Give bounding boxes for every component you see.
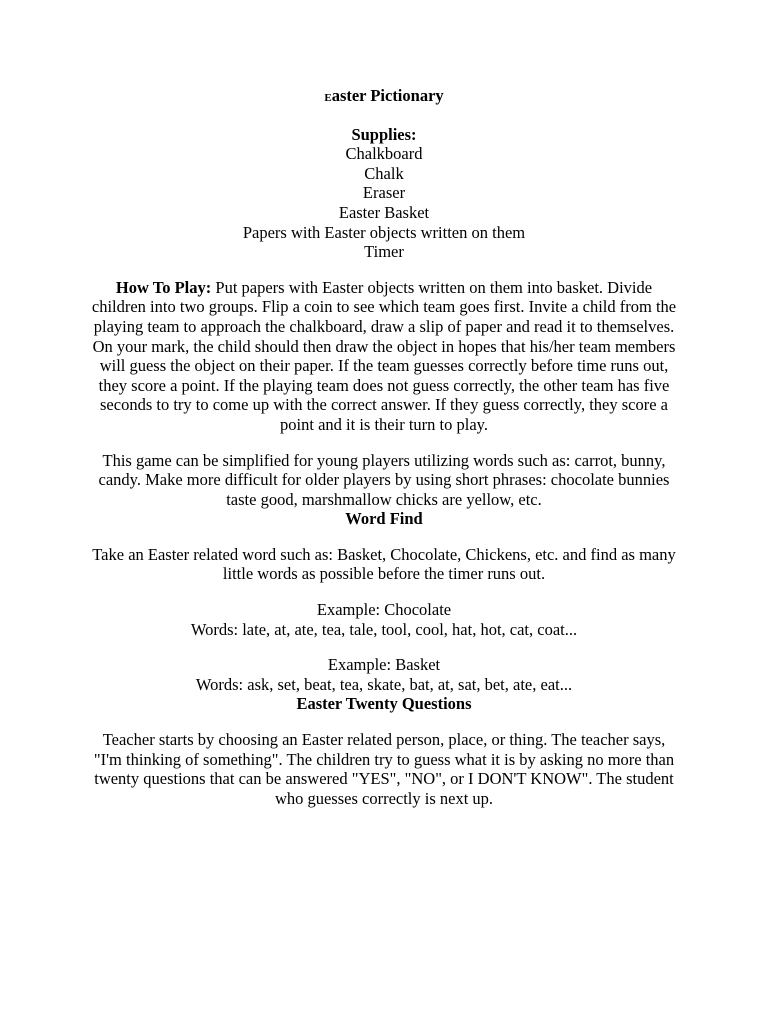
word-find-heading: Word Find — [345, 509, 423, 529]
how-to-play-text: Put papers with Easter objects written on them into basket. Divide children into two groups. Flip a coin to see which team goes first. Invite a child from the playing team to approach the chalkboard, draw a slip of paper and read it to themselves. On your mark, the child should then draw the object in hopes that his/her team members will guess the object on their paper. If the team guesses correctly before time runs out, they score a point. If the playing team does not guess correctly, the other team has five seconds to try to come up with the correct answer. If they guess correctly, they score a point and it is their turn to play. — [91, 277, 677, 434]
supply-item: Eraser — [362, 183, 406, 203]
supply-item: Papers with Easter objects written on them — [242, 222, 526, 242]
supply-item: Chalk — [364, 163, 404, 183]
title-rest: aster Pictionary — [331, 86, 444, 105]
supplies-section — [90, 125, 678, 262]
document-page — [90, 86, 678, 808]
supply-item: Easter Basket — [338, 202, 430, 222]
example-label: Example: Basket — [327, 655, 441, 675]
supplies-heading: Supplies: — [351, 124, 417, 144]
how-to-play-label: How To Play: — [115, 277, 212, 297]
supply-item: Timer — [364, 242, 404, 262]
example-label: Example: Chocolate — [316, 600, 452, 620]
how-to-play-paragraph — [90, 278, 678, 435]
simplify-paragraph: This game can be simplified for young players utilizing words such as: carrot, bunny, candy. Make more difficult for older players by using short phrases: chocolate bunnies taste good, marshmallow chicks are yellow, etc. — [98, 450, 670, 509]
word-find-text: Take an Easter related word such as: Basket, Chocolate, Chickens, etc. and find as many little words as possible before the timer runs out. — [92, 544, 676, 584]
word-find-example-1 — [90, 600, 678, 639]
supply-item: Chalkboard — [345, 144, 423, 164]
twenty-questions-text: Teacher starts by choosing an Easter related person, place, or thing. The teacher says, "I'm thinking of something". The children try to guess what it is by asking no more than twenty questions that can be answered "YES", "NO", or I DON'T KNOW". The student who guesses correctly is next up. — [93, 730, 675, 808]
example-words: Words: late, at, ate, tea, tale, tool, cool, hat, hot, cat, coat... — [190, 619, 578, 639]
title-first-letter: E — [324, 92, 332, 104]
page-title — [90, 86, 678, 109]
example-words: Words: ask, set, beat, tea, skate, bat, at, sat, bet, ate, eat... — [195, 674, 573, 694]
word-find-example-2 — [90, 655, 678, 694]
twenty-questions-heading: Easter Twenty Questions — [296, 694, 472, 714]
